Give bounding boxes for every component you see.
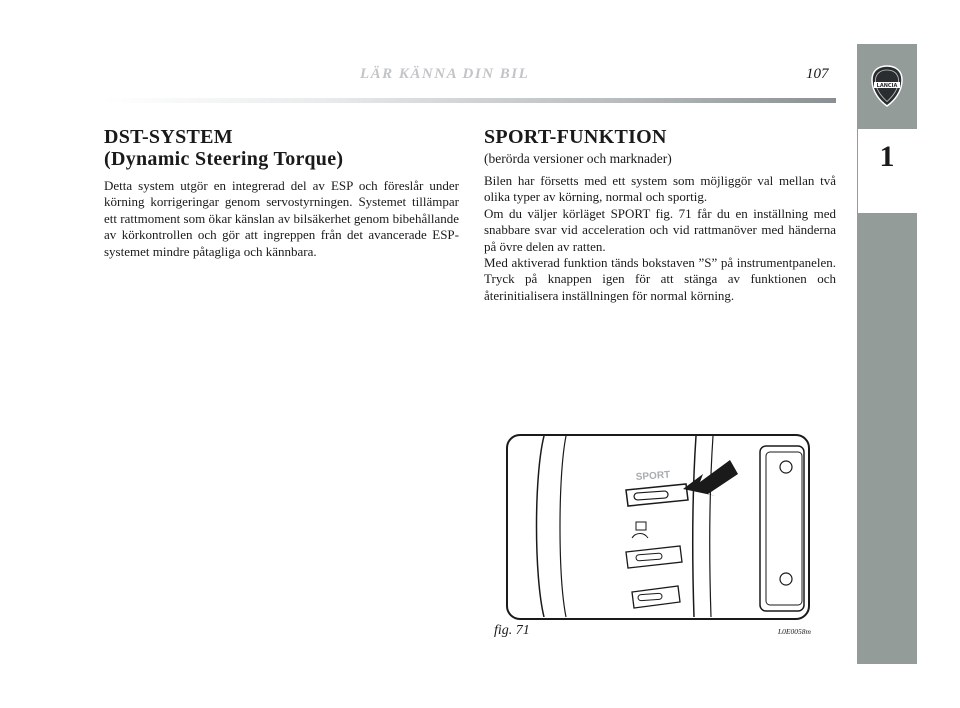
sport-paragraph: Om du väljer körläget SPORT fig. 71 får du en inställning med snabbare svar vid acceleration och vid rattmanöver med händerna på övre delen av ratten. bbox=[484, 205, 836, 254]
sport-paragraph: Bilen har försetts med ett system som möjliggör val mellan två olika typer av körning, normal och sportig. bbox=[484, 173, 836, 205]
sport-section bbox=[484, 126, 836, 304]
lancia-shield-icon bbox=[869, 64, 905, 108]
sidebar-bottom bbox=[857, 215, 917, 664]
chapter-number: 1 bbox=[879, 140, 895, 173]
sport-button-label: SPORT bbox=[635, 469, 671, 483]
sidebar-logo-box bbox=[857, 44, 917, 127]
figure-caption: fig. 71 bbox=[494, 623, 530, 638]
header-rule bbox=[104, 98, 836, 103]
dst-subtitle: (Dynamic Steering Torque) bbox=[104, 148, 344, 170]
sport-title: SPORT-FUNKTION bbox=[484, 126, 667, 148]
sidebar-logo-text: LANCIA bbox=[876, 83, 898, 89]
sport-button-drawing bbox=[508, 436, 807, 617]
chapter-sidebar bbox=[857, 44, 917, 664]
dst-title: DST-SYSTEM bbox=[104, 126, 233, 148]
running-header-title: LÄR KÄNNA DIN BIL bbox=[360, 66, 530, 82]
figure-code: L0E0058m bbox=[778, 627, 811, 636]
figure-71-illustration bbox=[506, 434, 810, 620]
sport-paragraph: Med aktiverad funktion tänds bokstaven ”S” på instrumentpanelen. Tryck på knappen igen för att stänga av funktionen och återinitialisera inställningen för normal körning. bbox=[484, 255, 836, 303]
sport-body bbox=[484, 173, 836, 304]
sport-subtitle: (berörda versioner och marknader) bbox=[484, 151, 672, 166]
page-number: 107 bbox=[806, 66, 829, 82]
dst-body: Detta system utgör en integrerad del av ESP och föreslår under körning korrigeringar genom servostyrningen. Systemet tillämpar ett rattmoment som ökar känslan av bilsäkerhet genom bibehållande av körkontrollen och gör att ingreppen från det avancerade ESP-systemet mindre påtagliga och kännbara. bbox=[104, 178, 459, 259]
dst-section bbox=[104, 126, 459, 260]
